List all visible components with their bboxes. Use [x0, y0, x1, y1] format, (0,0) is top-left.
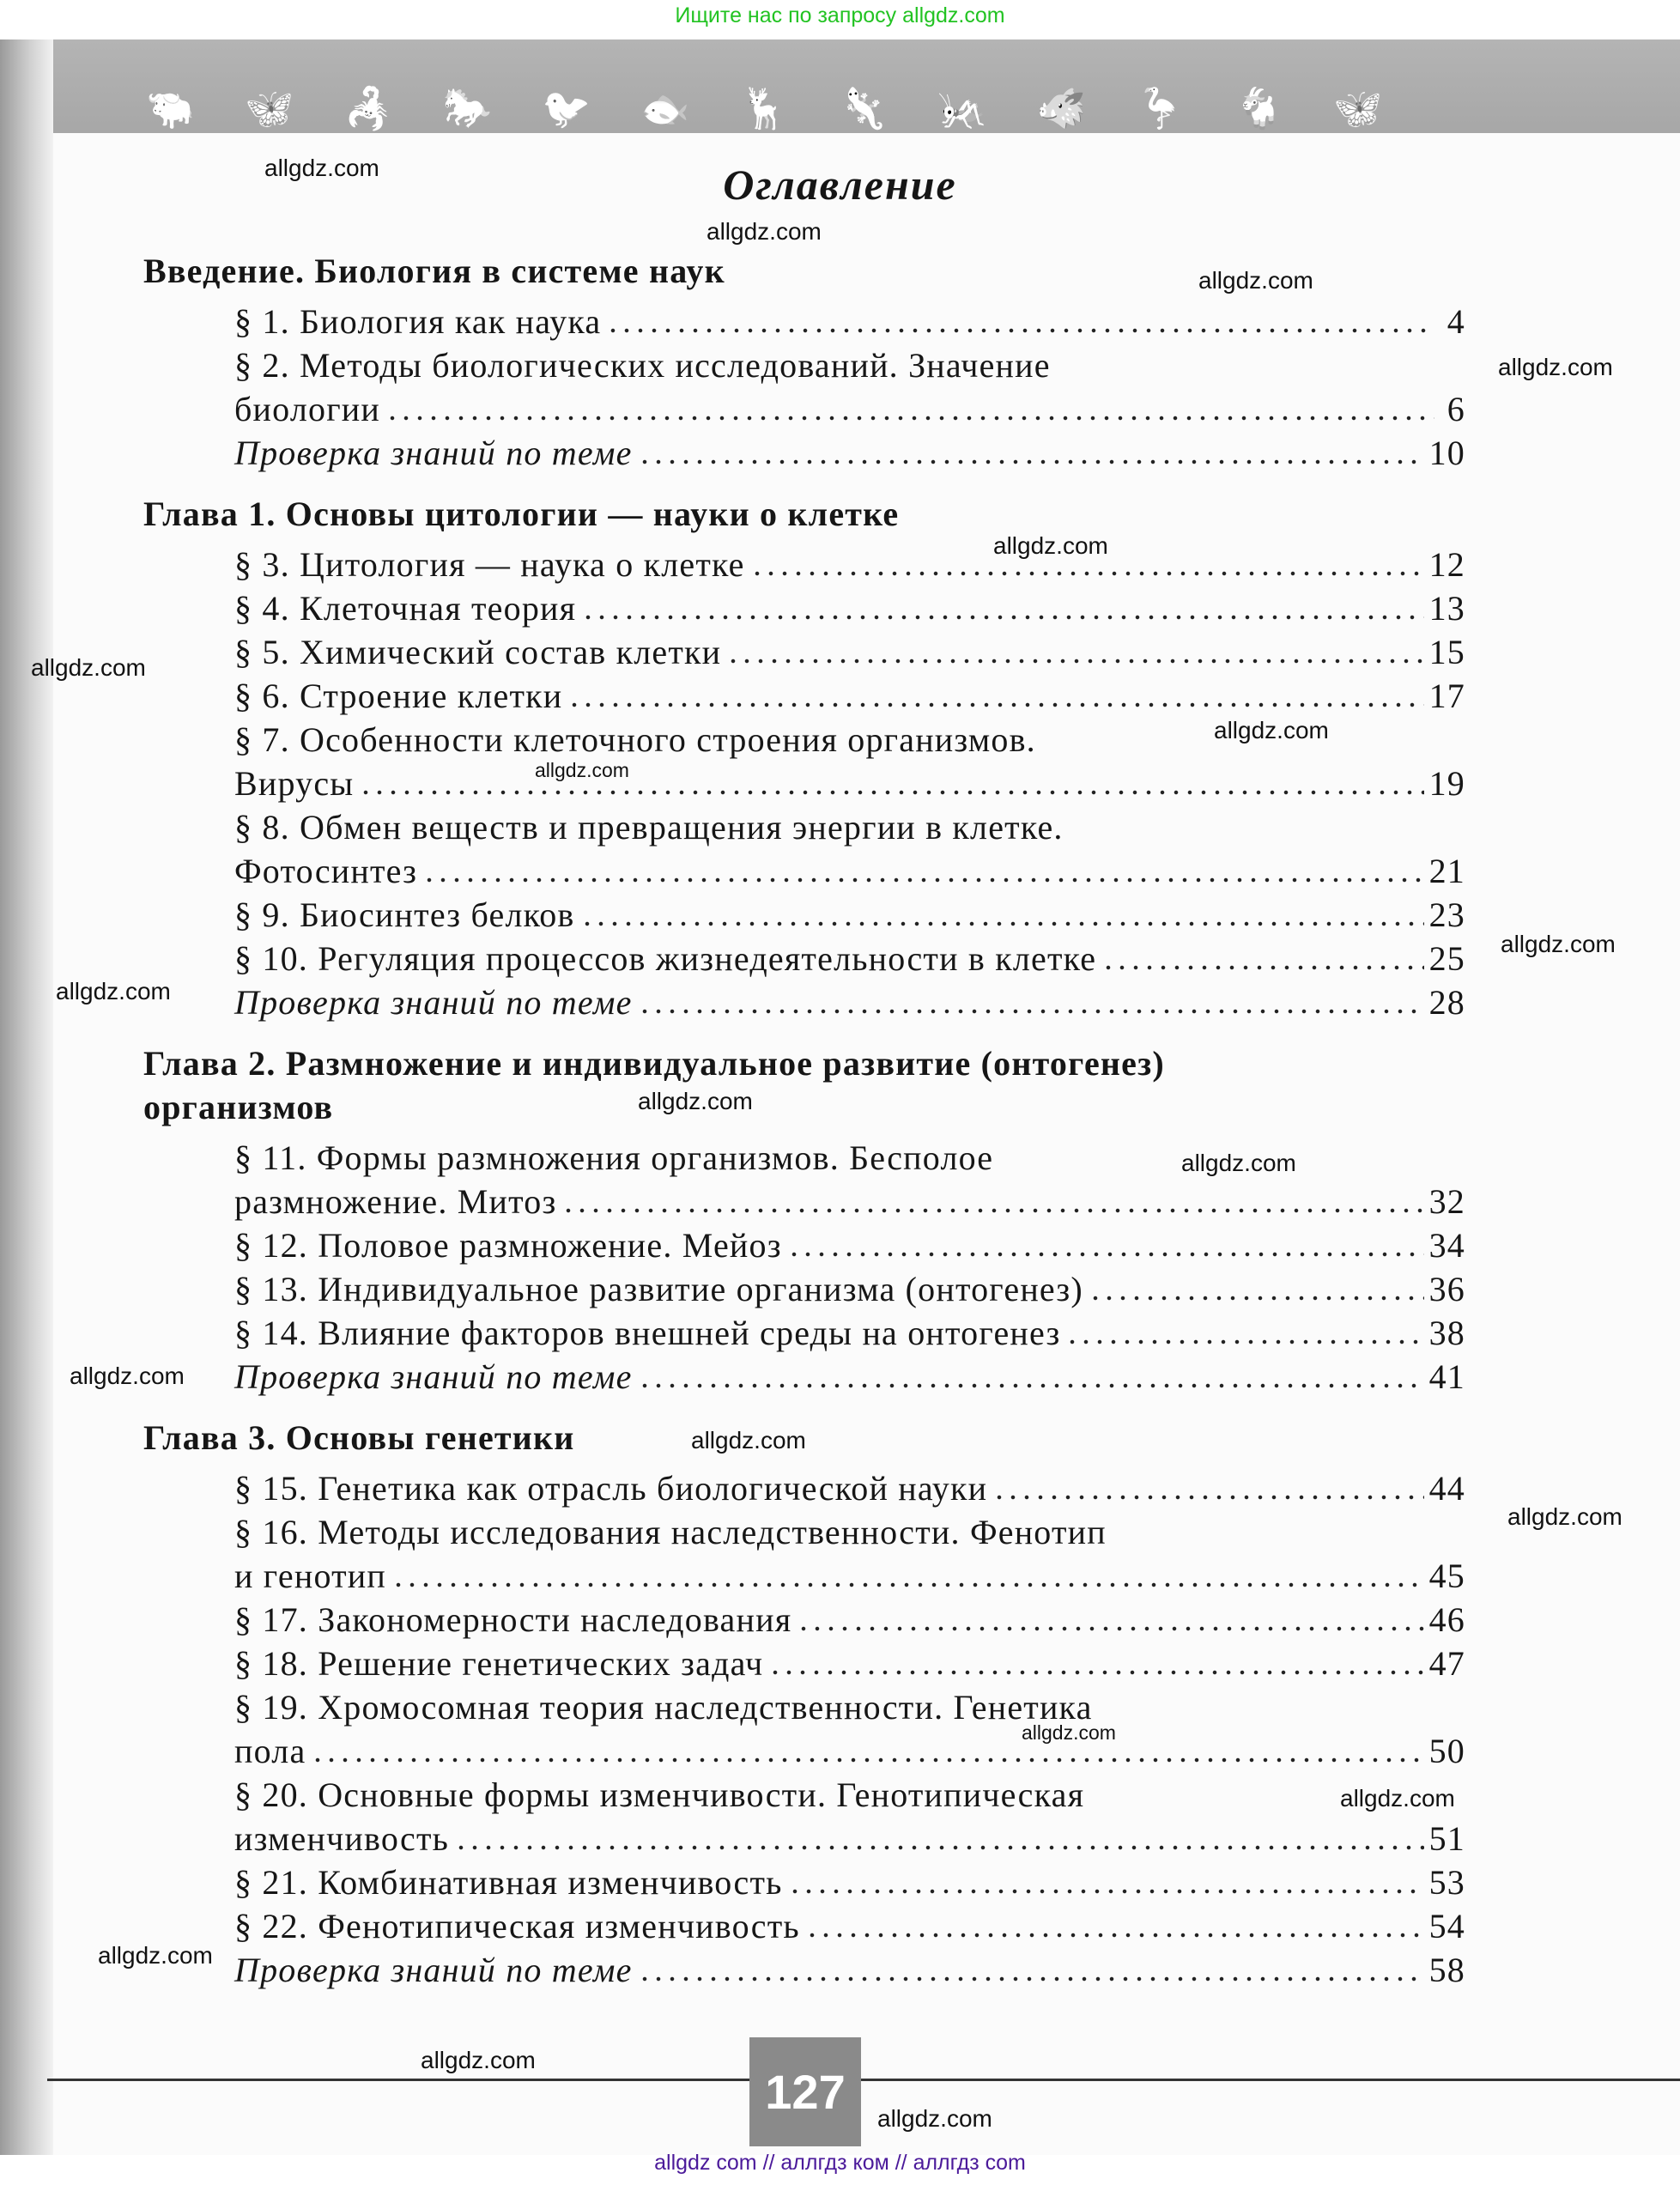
dot-leader: [385, 416, 1434, 421]
toc-entry: [143, 586, 1465, 630]
bison-icon: 🐃: [146, 87, 196, 130]
toc-page-number: 41: [1428, 1357, 1465, 1396]
toc-entry-title: пола: [234, 1732, 306, 1770]
toc-entry-title: § 19. Хромосомная теория наследственности. Генетика: [234, 1688, 1093, 1727]
dot-leader: [726, 659, 1423, 664]
watermark: allgdz.com: [1181, 1150, 1296, 1176]
watermark: allgdz.com: [1340, 1785, 1455, 1812]
watermark: allgdz.com: [691, 1427, 806, 1454]
toc-entry-title: § 9. Биосинтез белков: [234, 895, 575, 934]
toc-entry: [143, 1685, 1465, 1729]
toc-entry-title: § 12. Половое размножение. Мейоз: [234, 1226, 782, 1265]
toc-entry: [143, 762, 1465, 805]
footer-rule: [47, 2079, 1680, 2081]
dot-leader: [391, 1582, 1424, 1587]
toc-entry-title: § 20. Основные формы изменчивости. Генотипическая: [234, 1775, 1085, 1814]
dot-leader: [797, 1626, 1423, 1631]
toc-entry: [143, 1554, 1465, 1598]
toc-entry: [143, 1817, 1465, 1860]
dot-leader: [581, 615, 1423, 620]
toc-page-number: 25: [1428, 939, 1465, 978]
toc-entry: [143, 937, 1465, 980]
toc-entry-title: § 16. Методы исследования наследственности. Фенотип: [234, 1513, 1107, 1551]
scorpion-icon: 🦂: [343, 87, 393, 130]
toc-entry-title: § 5. Химический состав клетки: [234, 633, 722, 671]
dot-leader: [422, 877, 1423, 883]
toc-entry-title: биологии: [234, 390, 381, 428]
toc-review-entry: [143, 1948, 1465, 1992]
toc-entry-title: § 6. Строение клетки: [234, 677, 563, 715]
footer-links: allgdz com // аллгдз ком // аллгдз com: [654, 2151, 1026, 2175]
dot-leader: [638, 459, 1424, 464]
animal-silhouettes: [146, 86, 1383, 132]
toc-page-number: 17: [1428, 677, 1465, 715]
toc-review-entry: [143, 1355, 1465, 1399]
toc-page-number: 50: [1428, 1732, 1465, 1770]
watermark: allgdz.com: [535, 759, 629, 781]
toc-entry-title: § 3. Цитология — наука о клетке: [234, 545, 745, 584]
toc-entry-title: Проверка знаний по теме: [234, 434, 633, 472]
toc-entry-title: § 14. Влияние факторов внешней среды на онтогенез: [234, 1314, 1061, 1352]
toc-entry: [143, 674, 1465, 718]
butterfly-icon: 🦋: [1333, 87, 1383, 130]
toc-page-number: 44: [1428, 1469, 1465, 1508]
watermark: allgdz.com: [638, 1088, 753, 1114]
watermark: allgdz.com: [877, 2105, 992, 2132]
toc-entry-title: Глава 2. Размножение и индивидуальное развитие (онтогенез): [143, 1044, 1165, 1083]
toc-entry-title: и генотип: [234, 1557, 387, 1595]
toc-page-number: 36: [1428, 1270, 1465, 1308]
bird-icon: 🐦: [542, 87, 591, 130]
toc-entry: [143, 1860, 1465, 1904]
toc-entry-title: § 8. Обмен веществ и превращения энергии в клетке.: [234, 808, 1064, 847]
toc-entry-title: § 15. Генетика как отрасль биологической науки: [234, 1469, 988, 1508]
toc-entry: [143, 1466, 1465, 1510]
toc-page-number: 47: [1428, 1644, 1465, 1683]
toc-page-number: 28: [1428, 983, 1465, 1022]
toc-entry-title: Проверка знаний по теме: [234, 1951, 633, 1989]
page-number: 127: [749, 2037, 861, 2146]
toc-entry-title: Введение. Биология в системе наук: [143, 252, 725, 290]
toc-review-entry: [143, 980, 1465, 1024]
toc-entry-title: § 18. Решение генетических задач: [234, 1644, 764, 1683]
dot-leader: [567, 702, 1423, 707]
toc-page-number: 10: [1428, 434, 1465, 472]
toc-page-number: 54: [1428, 1907, 1465, 1945]
toc-entry-title: § 7. Особенности клеточного строения организмов.: [234, 720, 1036, 759]
toc-entry: [143, 1510, 1465, 1554]
toc-entry-title: размножение. Митоз: [234, 1182, 557, 1221]
toc-entry: [143, 387, 1465, 431]
toc-page-number: 6: [1446, 390, 1465, 428]
toc-chapter-heading: [143, 492, 1465, 536]
dot-leader: [768, 1670, 1423, 1675]
toc-entry: [143, 1729, 1465, 1773]
toc-page-number: 23: [1428, 895, 1465, 934]
dot-leader: [788, 1889, 1424, 1894]
toc-page-number: 58: [1428, 1951, 1465, 1989]
toc-entry: [143, 1180, 1465, 1223]
watermark: allgdz.com: [31, 654, 146, 681]
toc-review-entry: [143, 431, 1465, 475]
toc-entry: [143, 543, 1465, 586]
dot-leader: [359, 790, 1423, 795]
toc-page-number: 45: [1428, 1557, 1465, 1595]
watermark: allgdz.com: [264, 155, 379, 181]
dot-leader: [787, 1252, 1424, 1257]
toc-entry-title: § 21. Комбинативная изменчивость: [234, 1863, 783, 1902]
toc-page-number: 51: [1428, 1819, 1465, 1858]
toc-entry-title: Глава 3. Основы генетики: [143, 1418, 575, 1457]
watermark: allgdz.com: [1214, 717, 1329, 744]
toc-entry-title: § 1. Биология как наука: [234, 302, 602, 341]
boar-icon: 🐗: [1036, 87, 1086, 130]
watermark: allgdz.com: [421, 2047, 536, 2073]
watermark: allgdz.com: [1498, 354, 1613, 380]
dot-leader: [638, 1009, 1424, 1014]
watermark: allgdz.com: [1507, 1503, 1622, 1530]
dot-leader: [1065, 1339, 1423, 1344]
toc-entry-title: Проверка знаний по теме: [234, 983, 633, 1022]
watermark: allgdz.com: [1501, 931, 1616, 957]
toc-entry-title: Проверка знаний по теме: [234, 1357, 633, 1396]
page-title: Оглавление: [723, 161, 957, 209]
heron-icon: 🦩: [1135, 87, 1186, 130]
toc-page-number: 21: [1428, 852, 1465, 890]
toc-page-number: 13: [1428, 589, 1465, 628]
toc-entry: [143, 1904, 1465, 1948]
watermark: allgdz.com: [98, 1942, 213, 1969]
toc-entry: [143, 1267, 1465, 1311]
dot-leader: [750, 571, 1424, 576]
watermark: allgdz.com: [70, 1363, 185, 1389]
toc-entry: [143, 1311, 1465, 1355]
toc-entry: [143, 300, 1465, 343]
toc-page-number: 46: [1428, 1600, 1465, 1639]
watermark: allgdz.com: [1198, 267, 1313, 294]
toc-page-number: 32: [1428, 1182, 1465, 1221]
toc-entry: [143, 849, 1465, 893]
toc-page-number: 4: [1446, 302, 1465, 341]
deer-icon: 🦌: [739, 87, 789, 130]
toc-entry-title: § 10. Регуляция процессов жизнедеятельности в клетке: [234, 939, 1097, 978]
toc-entry: [143, 1598, 1465, 1642]
toc-entry: [143, 1223, 1465, 1267]
toc-page-number: 15: [1428, 633, 1465, 671]
toc-page-number: 38: [1428, 1314, 1465, 1352]
toc-entry-title: § 17. Закономерности наследования: [234, 1600, 792, 1639]
dot-leader: [606, 328, 1434, 333]
horse-icon: 🐎: [442, 87, 493, 130]
toc-entry-title: § 22. Фенотипическая изменчивость: [234, 1907, 800, 1945]
toc-entry: [143, 805, 1465, 849]
watermark: allgdz.com: [1022, 1721, 1116, 1744]
toc-entry-title: § 4. Клеточная теория: [234, 589, 577, 628]
dot-leader: [992, 1495, 1423, 1500]
toc-entry-title: § 13. Индивидуальное развитие организма (онтогенез): [234, 1270, 1083, 1308]
dot-leader: [1101, 965, 1423, 970]
toc-page-number: 19: [1428, 764, 1465, 803]
dot-leader: [311, 1757, 1423, 1763]
toc-entry-title: Вирусы: [234, 764, 355, 803]
lizard-icon: 🦎: [838, 87, 889, 130]
dot-leader: [638, 1976, 1424, 1982]
table-of-contents: [143, 249, 1465, 1992]
goat-icon: 🐐: [1234, 87, 1284, 130]
watermark: allgdz.com: [707, 218, 822, 245]
dot-leader: [638, 1383, 1424, 1388]
toc-page-number: 12: [1428, 545, 1465, 584]
search-hint-banner: Ищите нас по запросу allgdz.com: [675, 3, 1005, 27]
toc-chapter-heading: [143, 1085, 1465, 1129]
toc-entry: [143, 1773, 1465, 1817]
toc-entry-title: § 11. Формы размножения организмов. Бесполое: [234, 1138, 994, 1177]
watermark: allgdz.com: [993, 532, 1108, 559]
dot-leader: [1089, 1296, 1424, 1301]
toc-chapter-heading: [143, 1041, 1465, 1085]
toc-entry: [143, 343, 1465, 387]
insect-icon: 🦗: [937, 87, 987, 130]
toc-entry-title: § 2. Методы биологических исследований. Значение: [234, 346, 1051, 385]
toc-entry-title: изменчивость: [234, 1819, 450, 1858]
toc-page-number: 34: [1428, 1226, 1465, 1265]
toc-entry: [143, 893, 1465, 937]
dot-leader: [454, 1845, 1423, 1850]
toc-entry: [143, 630, 1465, 674]
dot-leader: [580, 921, 1424, 926]
dot-leader: [805, 1933, 1424, 1938]
watermark: allgdz.com: [56, 978, 171, 1004]
toc-page-number: 53: [1428, 1863, 1465, 1902]
butterfly-icon: 🦋: [245, 87, 294, 130]
toc-entry: [143, 1642, 1465, 1685]
book-spine: [0, 39, 53, 2155]
toc-entry-title: Фотосинтез: [234, 852, 418, 890]
fish-icon: 🐟: [640, 87, 690, 130]
toc-entry-title: Глава 1. Основы цитологии — науки о клетке: [143, 495, 900, 533]
dot-leader: [561, 1208, 1423, 1213]
toc-entry-title: организмов: [143, 1088, 334, 1126]
